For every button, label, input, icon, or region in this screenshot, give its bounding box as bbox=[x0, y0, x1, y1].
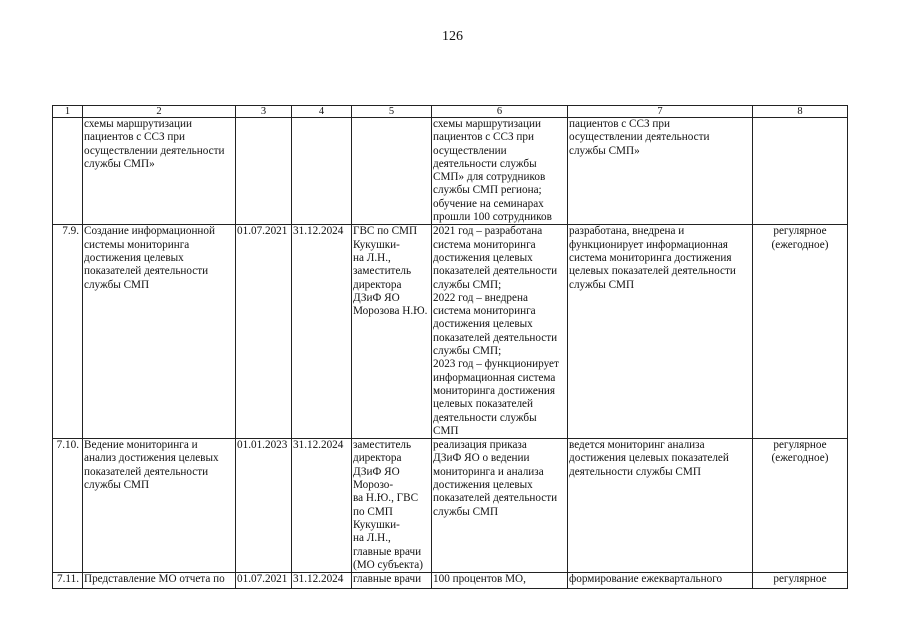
text-line: системы мониторинга bbox=[84, 238, 190, 251]
row-number-cell: 7.9. bbox=[53, 225, 83, 439]
text-line: информационная система bbox=[433, 371, 556, 384]
column-number: 1 bbox=[53, 106, 83, 118]
text-line: службы СМП региона; bbox=[433, 184, 542, 197]
result-cell bbox=[432, 439, 568, 573]
text-line: осуществлении деятельности bbox=[569, 131, 710, 144]
text-line: деятельности службы СМП bbox=[569, 465, 701, 478]
end-date-cell: 31.12.2024 bbox=[292, 439, 352, 573]
text-line: Ведение мониторинга и bbox=[84, 439, 198, 452]
text-line: схемы маршрутизации bbox=[433, 118, 541, 130]
column-number: 2 bbox=[83, 106, 236, 118]
responsible-cell bbox=[352, 118, 432, 225]
text-line: показателей деятельности bbox=[433, 331, 558, 344]
start-date-cell: 01.07.2021 bbox=[236, 225, 292, 439]
text-line: ДЗиФ ЯО bbox=[353, 291, 400, 304]
table-row bbox=[53, 225, 848, 439]
text-line: на Л.Н., bbox=[353, 532, 391, 545]
text-line: достижения целевых bbox=[433, 479, 533, 492]
text-line: обучение на семинарах bbox=[433, 197, 544, 210]
responsible-cell bbox=[352, 439, 432, 573]
indicator-cell bbox=[568, 118, 753, 225]
text-line: деятельности службы bbox=[433, 157, 537, 170]
text-line: главные врачи bbox=[353, 573, 422, 586]
text-line: службы СМП» bbox=[569, 144, 640, 157]
text-line: достижения целевых bbox=[433, 251, 533, 264]
row-number-cell bbox=[53, 118, 83, 225]
text-line: реализация приказа bbox=[433, 439, 527, 452]
text-line: показателей деятельности bbox=[84, 465, 209, 478]
text-line: формирование ежеквартального bbox=[569, 573, 723, 586]
table-row bbox=[53, 573, 848, 589]
result-cell bbox=[432, 118, 568, 225]
text-line: СМП» для сотрудников bbox=[433, 171, 546, 184]
text-line: мониторинга достижения bbox=[433, 384, 555, 397]
text-line: Морозо- bbox=[353, 479, 394, 492]
column-number-row bbox=[53, 106, 848, 118]
text-line: (МО субъекта) bbox=[353, 558, 423, 571]
text-line: СМП bbox=[433, 424, 459, 437]
text-line: анализ достижения целевых bbox=[84, 452, 219, 465]
periodicity-cell bbox=[753, 118, 848, 225]
text-line: 100 процентов МО, bbox=[433, 573, 526, 586]
row-number-cell: 7.11. bbox=[53, 573, 83, 589]
result-cell bbox=[432, 573, 568, 589]
text-line: службы СМП bbox=[84, 479, 150, 492]
text-line: ГВС по СМП bbox=[353, 225, 418, 238]
table-row bbox=[53, 118, 848, 225]
text-line: директора bbox=[353, 278, 402, 291]
text-line: службы СМП bbox=[569, 278, 635, 291]
start-date-cell: 01.01.2023 bbox=[236, 439, 292, 573]
plan-table bbox=[52, 105, 848, 589]
text-line: регулярное bbox=[773, 439, 827, 452]
text-line: заместитель bbox=[353, 439, 412, 452]
periodicity-cell bbox=[753, 439, 848, 573]
text-line: по СМП bbox=[353, 505, 393, 518]
text-line: службы СМП bbox=[84, 278, 150, 291]
text-line: (ежегодное) bbox=[771, 452, 829, 465]
text-line: показателей деятельности bbox=[433, 265, 558, 278]
task-cell bbox=[83, 225, 236, 439]
end-date-cell: 31.12.2024 bbox=[292, 573, 352, 589]
text-line: ведется мониторинг анализа bbox=[569, 439, 705, 452]
text-line: регулярное bbox=[773, 573, 827, 586]
task-cell bbox=[83, 118, 236, 225]
text-line: система мониторинга bbox=[433, 305, 536, 318]
text-line: службы СМП; bbox=[433, 345, 502, 358]
text-line: 2023 год – функционирует bbox=[433, 358, 559, 371]
text-line: 2022 год – внедрена bbox=[433, 291, 528, 304]
text-line: система мониторинга bbox=[433, 238, 536, 251]
end-date-cell: 31.12.2024 bbox=[292, 225, 352, 439]
text-line: достижения целевых показателей bbox=[569, 452, 729, 465]
task-cell bbox=[83, 439, 236, 573]
table-row bbox=[53, 439, 848, 573]
result-cell bbox=[432, 225, 568, 439]
text-line: на Л.Н., bbox=[353, 251, 391, 264]
responsible-cell bbox=[352, 225, 432, 439]
start-date-cell bbox=[236, 118, 292, 225]
column-number: 7 bbox=[568, 106, 753, 118]
text-line: ДЗиФ ЯО о ведении bbox=[433, 452, 530, 465]
page-number: 126 bbox=[442, 29, 463, 44]
responsible-cell bbox=[352, 573, 432, 589]
column-number: 6 bbox=[432, 106, 568, 118]
text-line: осуществлении деятельности bbox=[84, 144, 225, 157]
periodicity-cell bbox=[753, 225, 848, 439]
text-line: достижения целевых bbox=[433, 318, 533, 331]
text-line: службы СМП» bbox=[84, 157, 155, 170]
text-line: разработана, внедрена и bbox=[569, 225, 685, 238]
text-line: заместитель bbox=[353, 265, 412, 278]
text-line: Представление МО отчета по bbox=[84, 573, 225, 586]
text-line: ДЗиФ ЯО bbox=[353, 465, 400, 478]
text-line: Морозова Н.Ю. bbox=[353, 305, 428, 318]
text-line: директора bbox=[353, 452, 402, 465]
text-line: прошли 100 сотрудников bbox=[433, 211, 552, 224]
text-line: службы СМП; bbox=[433, 278, 502, 291]
text-line: функционирует информационная bbox=[569, 238, 728, 251]
text-line: пациентов с ССЗ при bbox=[569, 118, 670, 130]
text-line: мониторинга и анализа bbox=[433, 465, 544, 478]
text-line: схемы маршрутизации bbox=[84, 118, 192, 130]
start-date-cell: 01.07.2021 bbox=[236, 573, 292, 589]
text-line: достижения целевых bbox=[84, 251, 184, 264]
text-line: система мониторинга достижения bbox=[569, 251, 732, 264]
column-number: 5 bbox=[352, 106, 432, 118]
text-line: пациентов с ССЗ при bbox=[433, 131, 534, 144]
row-number-cell: 7.10. bbox=[53, 439, 83, 573]
text-line: главные врачи bbox=[353, 545, 422, 558]
column-number: 4 bbox=[292, 106, 352, 118]
text-line: Кукушки- bbox=[353, 238, 400, 251]
indicator-cell bbox=[568, 439, 753, 573]
text-line: деятельности службы bbox=[433, 411, 537, 424]
text-line: Создание информационной bbox=[84, 225, 215, 238]
text-line: (ежегодное) bbox=[771, 238, 829, 251]
text-line: Кукушки- bbox=[353, 518, 400, 531]
periodicity-cell bbox=[753, 573, 848, 589]
text-line: целевых показателей деятельности bbox=[569, 265, 736, 278]
task-cell bbox=[83, 573, 236, 589]
indicator-cell bbox=[568, 573, 753, 589]
text-line: регулярное bbox=[773, 225, 827, 238]
text-line: службы СМП bbox=[433, 505, 499, 518]
end-date-cell bbox=[292, 118, 352, 225]
column-number: 3 bbox=[236, 106, 292, 118]
indicator-cell bbox=[568, 225, 753, 439]
text-line: показателей деятельности bbox=[433, 492, 558, 505]
text-line: пациентов с ССЗ при bbox=[84, 131, 185, 144]
text-line: 2021 год – разработана bbox=[433, 225, 543, 238]
text-line: показателей деятельности bbox=[84, 265, 209, 278]
text-line: осуществлении bbox=[433, 144, 507, 157]
column-number: 8 bbox=[753, 106, 848, 118]
text-line: ва Н.Ю., ГВС bbox=[353, 492, 419, 505]
text-line: целевых показателей bbox=[433, 398, 533, 411]
